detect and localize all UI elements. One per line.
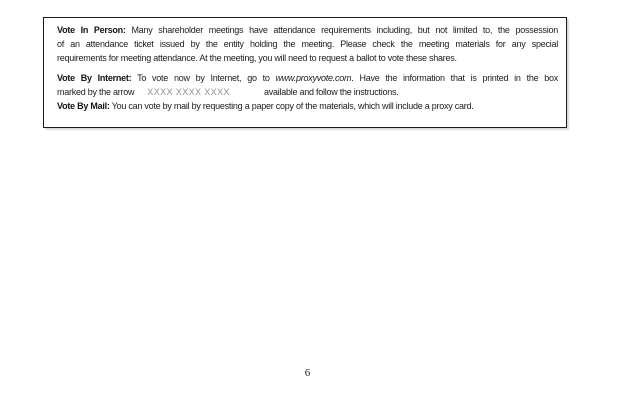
arrow-note-text: marked by the arrow	[57, 87, 135, 97]
vote-by-internet-paragraph	[57, 71, 558, 99]
vote-by-internet-after-url-text: . Have the information that is printed in the box	[351, 73, 558, 83]
vote-by-mail-line	[57, 99, 558, 113]
vote-in-person-line3-text: requirements for meeting attendance. At the meeting, you will need to request a ballot to vote these shares.	[57, 53, 457, 63]
vote-by-mail-paragraph	[57, 99, 558, 113]
voting-instructions-box	[43, 17, 567, 128]
vote-by-internet-label: Vote By Internet:	[57, 73, 132, 83]
vote-by-internet-before-url-text: To vote now by Internet, go to	[137, 73, 270, 83]
vote-in-person-line-1	[57, 23, 558, 37]
vote-in-person-line1-text: Many shareholder meetings have attendance requirements including, but not limited to, the possession	[131, 25, 558, 35]
proxyvote-url-text: www.proxyvote.com	[275, 73, 352, 83]
vote-in-person-paragraph	[57, 23, 558, 65]
vote-by-mail-label: Vote By Mail:	[57, 101, 110, 111]
instructions-text: available and follow the instructions.	[263, 87, 399, 97]
vote-by-internet-line-1	[57, 71, 558, 85]
vote-by-internet-line-2	[57, 85, 558, 99]
control-number-placeholder: XXXX XXXX XXXX	[147, 87, 230, 97]
vote-in-person-label: Vote In Person:	[57, 25, 126, 35]
page-number: 6	[304, 367, 311, 379]
vote-by-mail-text: You can vote by mail by requesting a paper copy of the materials, which will include a proxy card.	[111, 101, 474, 111]
vote-in-person-line2-text: of an attendance ticket issued by the entity holding the meeting. Please check the meeting materials for any special	[57, 39, 558, 49]
